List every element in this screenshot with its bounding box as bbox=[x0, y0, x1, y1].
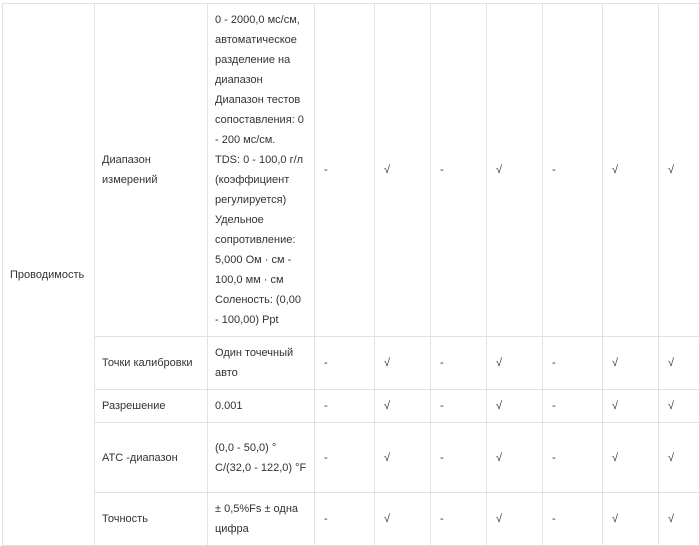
mark-cell: - bbox=[315, 390, 375, 423]
parameter-cell: Точки калибровки bbox=[95, 337, 208, 390]
mark-cell: - bbox=[431, 423, 487, 493]
table-row bbox=[3, 390, 699, 423]
mark-cell: √ bbox=[487, 493, 543, 546]
mark-cell: √ bbox=[603, 493, 659, 546]
mark-cell: √ bbox=[375, 4, 431, 337]
mark-cell: - bbox=[543, 423, 603, 493]
category-cell: Проводимость bbox=[3, 4, 95, 546]
table-row bbox=[3, 4, 699, 337]
value-cell: (0,0 - 50,0) ° C/(32,0 - 122,0) °F bbox=[208, 423, 315, 493]
mark-cell: - bbox=[315, 493, 375, 546]
mark-cell: √ bbox=[375, 493, 431, 546]
mark-cell: - bbox=[315, 4, 375, 337]
table-row bbox=[3, 493, 699, 546]
parameter-cell: ATC -диапазон bbox=[95, 423, 208, 493]
mark-cell: √ bbox=[603, 390, 659, 423]
mark-cell: - bbox=[543, 390, 603, 423]
spec-table bbox=[2, 3, 699, 546]
value-cell: ± 0,5%Fs ± одна цифра bbox=[208, 493, 315, 546]
value-cell: Один точечный авто bbox=[208, 337, 315, 390]
mark-cell: √ bbox=[487, 337, 543, 390]
mark-cell: - bbox=[431, 4, 487, 337]
mark-cell: √ bbox=[487, 423, 543, 493]
mark-cell: √ bbox=[659, 4, 699, 337]
parameter-cell: Разрешение bbox=[95, 390, 208, 423]
mark-cell: √ bbox=[375, 390, 431, 423]
mark-cell: - bbox=[543, 337, 603, 390]
mark-cell: √ bbox=[603, 337, 659, 390]
value-cell: 0.001 bbox=[208, 390, 315, 423]
mark-cell: √ bbox=[659, 493, 699, 546]
parameter-cell: Точность bbox=[95, 493, 208, 546]
mark-cell: √ bbox=[659, 390, 699, 423]
mark-cell: - bbox=[543, 493, 603, 546]
mark-cell: √ bbox=[603, 423, 659, 493]
mark-cell: - bbox=[315, 337, 375, 390]
mark-cell: - bbox=[431, 337, 487, 390]
table-row bbox=[3, 423, 699, 493]
table-row bbox=[3, 337, 699, 390]
mark-cell: √ bbox=[659, 337, 699, 390]
mark-cell: - bbox=[543, 4, 603, 337]
parameter-cell: Диапазон измерений bbox=[95, 4, 208, 337]
mark-cell: √ bbox=[375, 337, 431, 390]
mark-cell: √ bbox=[487, 4, 543, 337]
value-cell: 0 - 2000,0 мс/см, автоматическое разделение на диапазон Диапазон тестов сопоставления: 0 - 200 мс/см. TDS: 0 - 100,0 г/л (коэффициент регулируется) Удельное сопротивление: 5,000 Ом · см - 100,0 мм · см Соленость: (0,00 - 100,00) Ppt bbox=[208, 4, 315, 337]
mark-cell: √ bbox=[487, 390, 543, 423]
mark-cell: - bbox=[431, 493, 487, 546]
mark-cell: - bbox=[431, 390, 487, 423]
mark-cell: √ bbox=[375, 423, 431, 493]
mark-cell: - bbox=[315, 423, 375, 493]
mark-cell: √ bbox=[659, 423, 699, 493]
mark-cell: √ bbox=[603, 4, 659, 337]
